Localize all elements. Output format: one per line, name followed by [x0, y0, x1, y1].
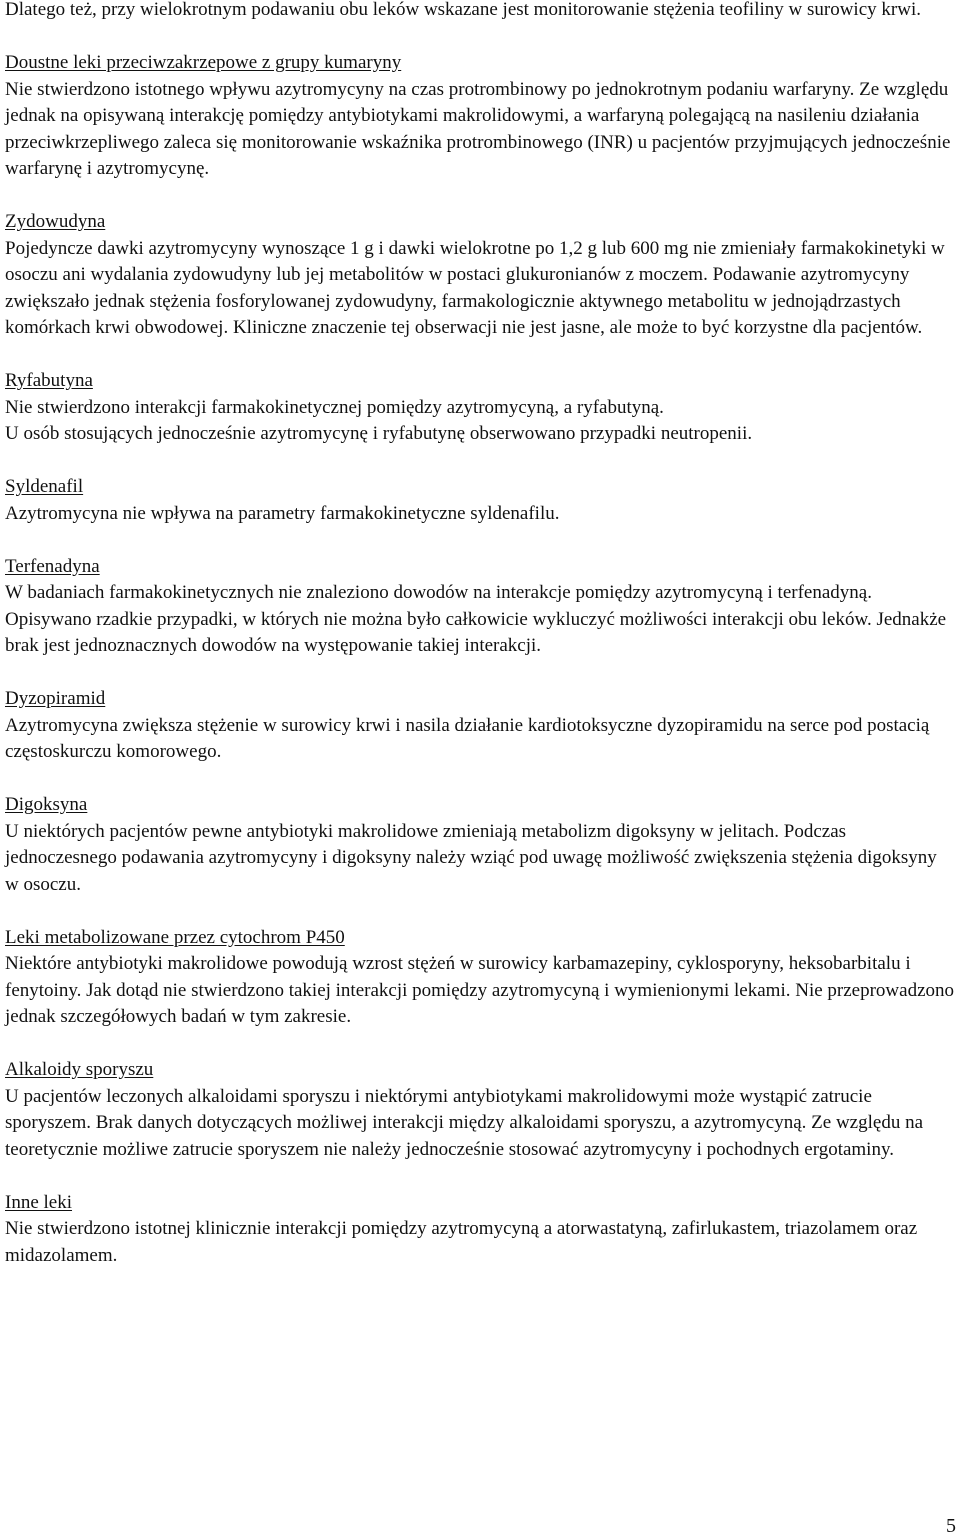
section-anticoagulants — [5, 50, 955, 183]
section-ergot-alkaloids — [5, 1057, 955, 1163]
section-paragraph: Pojedyncze dawki azytromycyny wynoszące 1 g i dawki wielokrotne po 1,2 g lub 600 mg nie zmieniały farmakokinetyki w osoczu ani wydalania zydowudyny lub jej metabolitów w postaci glukuronianów z moczem. Podawanie azytromycyny zwiększało jednak stężenia fosforylowanej zydowudyny, farmakologicznie aktywnego metabolitu w jednojądrzastych komórkach krwi obwodowej. Kliniczne znaczenie tej obserwacji nie jest jasne, ale może to być korzystne dla pacjentów. — [5, 237, 945, 338]
section-heading: Digoksyna — [5, 794, 88, 815]
section-heading: Dyzopiramid — [5, 688, 106, 709]
intro-section — [5, 0, 955, 24]
section-paragraph: Azytromycyna nie wpływa na parametry farmakokinetyczne syldenafilu. — [5, 502, 560, 524]
section-zidovudine — [5, 209, 955, 342]
section-heading: Syldenafil — [5, 476, 84, 497]
section-heading: Ryfabutyna — [5, 370, 93, 391]
section-digoxin — [5, 792, 955, 898]
section-disopyramide — [5, 686, 955, 766]
section-paragraph: Niektóre antybiotyki makrolidowe powodują wzrost stężeń w surowicy karbamazepiny, cyklosporyny, heksobarbitalu i fenytoiny. Jak dotąd nie stwierdzono takiej interakcji pomiędzy azytromycyną i wymienionymi lekami. Nie przeprowadzono jednak szczegółowych badań w tym zakresie. — [5, 953, 955, 1027]
section-terfenadine — [5, 554, 955, 660]
section-sildenafil — [5, 474, 955, 527]
section-paragraph: Azytromycyna zwiększa stężenie w surowicy krwi i nasila działanie kardiotoksyczne dyzopiramidu na serce pod postacią częstoskurczu komorowego. — [5, 714, 930, 762]
section-other-drugs — [5, 1190, 955, 1270]
section-heading: Inne leki — [5, 1191, 73, 1213]
section-paragraph: U niektórych pacjentów pewne antybiotyki makrolidowe zmieniają metabolizm digoksyny w jelitach. Podczas jednoczesnego podawania azytromycyny i digoksyny należy wziąć pod uwagę możliwość zwiększenia stężenia digoksyny w osoczu. — [5, 820, 937, 895]
section-rifabutin — [5, 368, 955, 448]
page-number: 5 — [946, 1515, 956, 1537]
section-paragraph: Nie stwierdzono istotnego wpływu azytromycyny na czas protrombinowy po jednokrotnym podaniu warfaryny. Ze względu jednak na opisywaną interakcję pomiędzy antybiotykami makrolidowymi, a warfaryną polegającą na nasileniu działania przeciwkrzepliwego zaleca się monitorowanie wskaźnika protrombinowego (INR) u pacjentów przyjmujących jednocześnie warfarynę i azytromycynę. — [5, 78, 951, 179]
section-paragraph: U pacjentów leczonych alkaloidami sporyszu i niektórymi antybiotykami makrolidowymi może wystąpić zatrucie sporyszem. Brak danych dotyczących możliwej interakcji między alkaloidami sporyszu, a azytromycyną. Ze względu na teoretycznie możliwe zatrucie sporyszem nie należy jednocześnie stosować azytromycyny i pochodnych ergotaminy. — [5, 1085, 924, 1160]
section-heading: Doustne leki przeciwzakrzepowe z grupy kumaryny — [5, 52, 402, 73]
section-paragraph: W badaniach farmakokinetycznych nie znaleziono dowodów na interakcje pomiędzy azytromycyną i terfenadyną. Opisywano rzadkie przypadki, w których nie można było całkowicie wykluczyć możliwości interakcji obu leków. Jednakże brak jest jednoznacznych dowodów na występowanie takiej interakcji. — [5, 582, 947, 656]
section-paragraph: Nie stwierdzono interakcji farmakokinetycznej pomiędzy azytromycyną, a ryfabutyną. — [5, 396, 664, 418]
continuation-paragraph: Dlatego też, przy wielokrotnym podawaniu obu leków wskazane jest monitorowanie stężenia teofiliny w surowicy krwi. — [5, 0, 921, 20]
section-heading: Terfenadyna — [5, 555, 100, 577]
section-paragraph: Nie stwierdzono istotnej klinicznie interakcji pomiędzy azytromycyną a atorwastatyną, zafirlukastem, triazolamem oraz midazolamem. — [5, 1218, 918, 1266]
section-paragraph: U osób stosujących jednocześnie azytromycynę i ryfabutynę obserwowano przypadki neutropenii. — [5, 423, 753, 444]
section-heading: Zydowudyna — [5, 211, 106, 232]
section-cyp450 — [5, 925, 955, 1031]
section-heading: Alkaloidy sporyszu — [5, 1059, 154, 1080]
section-heading: Leki metabolizowane przez cytochrom P450 — [5, 926, 345, 948]
document-page — [5, 0, 955, 1296]
